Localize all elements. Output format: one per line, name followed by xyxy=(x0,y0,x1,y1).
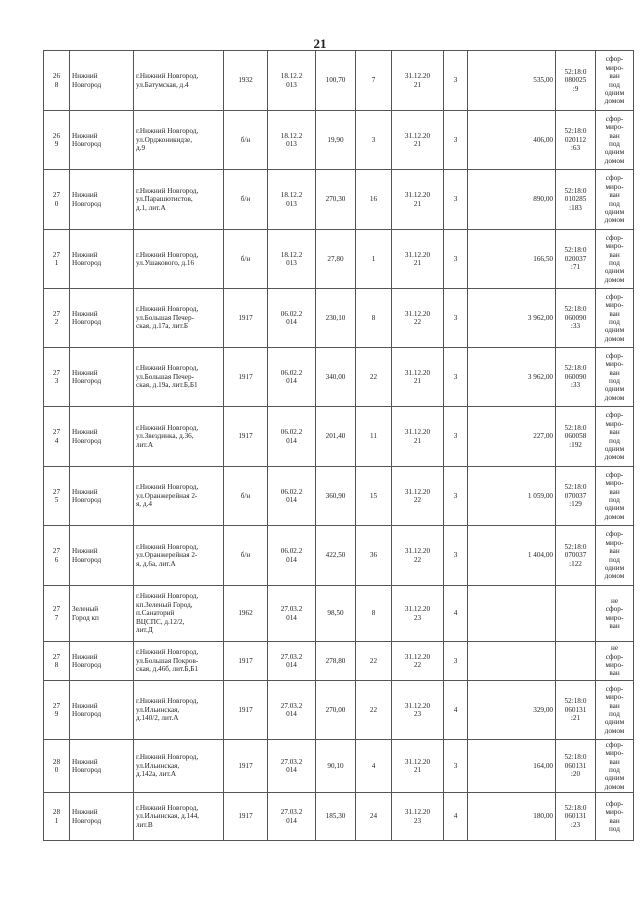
cadastral-number-cell: 52:18:0 060090 :33 xyxy=(556,289,596,348)
table-row xyxy=(44,348,634,407)
cost-cell: 3 962,00 xyxy=(468,348,556,407)
address-cell: г.Нижний Новгород, ул.Оранжерейная 2- я, д.4 xyxy=(134,467,224,526)
cadastral-number-cell: 52:18:0 070037 :129 xyxy=(556,467,596,526)
land-status-cell: сфор- миро- ван под одним домом xyxy=(596,526,634,586)
survey-date-cell: 27.03.2 014 xyxy=(268,642,316,681)
row-number: 27 4 xyxy=(44,407,70,467)
survey-date-cell: 06.02.2 014 xyxy=(268,407,316,467)
address-cell: г.Нижний Новгород, ул.Батумская, д.4 xyxy=(134,51,224,111)
municipality-cell: Нижний Новгород xyxy=(70,111,134,170)
survey-date-cell: 06.02.2 014 xyxy=(268,526,316,586)
cost-cell: 535,00 xyxy=(468,51,556,111)
area-cell: 422,50 xyxy=(316,526,356,586)
area-cell: 27,80 xyxy=(316,230,356,289)
row-number: 28 1 xyxy=(44,793,70,841)
cadastral-number-cell: 52:18:0 010285 :183 xyxy=(556,170,596,230)
category-cell: 3 xyxy=(444,51,468,111)
row-number: 27 8 xyxy=(44,642,70,681)
table-row xyxy=(44,740,634,793)
municipality-cell: Зеленый Город кп xyxy=(70,586,134,642)
municipality-cell: Нижний Новгород xyxy=(70,642,134,681)
cost-cell: 406,00 xyxy=(468,111,556,170)
address-cell: г.Нижний Новгород, ул.Звездинка, д.36, лит.А xyxy=(134,407,224,467)
category-cell: 3 xyxy=(444,407,468,467)
units-cell: 3 xyxy=(356,111,392,170)
row-number: 26 9 xyxy=(44,111,70,170)
survey-date-cell: 27.03.2 014 xyxy=(268,740,316,793)
cost-cell: 329,00 xyxy=(468,681,556,740)
area-cell: 19,90 xyxy=(316,111,356,170)
land-status-cell: сфор- миро- ван под одним домом xyxy=(596,740,634,793)
repair-date-cell: 31.12.20 23 xyxy=(392,793,444,841)
units-cell: 4 xyxy=(356,740,392,793)
year-cell: 1917 xyxy=(224,348,268,407)
table-row xyxy=(44,681,634,740)
area-cell: 340,00 xyxy=(316,348,356,407)
cadastral-number-cell: 52:18:0 060131 :20 xyxy=(556,740,596,793)
units-cell: 1 xyxy=(356,230,392,289)
municipality-cell: Нижний Новгород xyxy=(70,740,134,793)
municipality-cell: Нижний Новгород xyxy=(70,793,134,841)
survey-date-cell: 06.02.2 014 xyxy=(268,467,316,526)
table-body xyxy=(44,51,634,841)
year-cell: б/н xyxy=(224,526,268,586)
survey-date-cell: 18.12.2 013 xyxy=(268,51,316,111)
survey-date-cell: 06.02.2 014 xyxy=(268,289,316,348)
units-cell: 36 xyxy=(356,526,392,586)
table-row xyxy=(44,51,634,111)
table-row xyxy=(44,642,634,681)
cost-cell: 166,50 xyxy=(468,230,556,289)
repair-date-cell: 31.12.20 22 xyxy=(392,526,444,586)
table-row xyxy=(44,793,634,841)
units-cell: 11 xyxy=(356,407,392,467)
area-cell: 360,90 xyxy=(316,467,356,526)
table-row xyxy=(44,230,634,289)
table-row xyxy=(44,586,634,642)
repair-date-cell: 31.12.20 22 xyxy=(392,289,444,348)
table-row xyxy=(44,170,634,230)
table-row xyxy=(44,289,634,348)
survey-date-cell: 27.03.2 014 xyxy=(268,586,316,642)
row-number: 27 6 xyxy=(44,526,70,586)
address-cell: г.Нижний Новгород, ул.Ильинская, д.144, лит.В xyxy=(134,793,224,841)
category-cell: 4 xyxy=(444,586,468,642)
survey-date-cell: 27.03.2 014 xyxy=(268,793,316,841)
land-status-cell: сфор- миро- ван под одним домом xyxy=(596,111,634,170)
year-cell: б/н xyxy=(224,467,268,526)
year-cell: 1917 xyxy=(224,407,268,467)
repair-date-cell: 31.12.20 21 xyxy=(392,407,444,467)
units-cell: 15 xyxy=(356,467,392,526)
address-cell: г.Нижний Новгород, ул.Ушакового, д.16 xyxy=(134,230,224,289)
year-cell: 1917 xyxy=(224,793,268,841)
repair-date-cell: 31.12.20 21 xyxy=(392,230,444,289)
table-row xyxy=(44,526,634,586)
cadastral-number-cell: 52:18:0 020037 :71 xyxy=(556,230,596,289)
area-cell: 270,00 xyxy=(316,681,356,740)
category-cell: 3 xyxy=(444,642,468,681)
cost-cell: 1 059,00 xyxy=(468,467,556,526)
address-cell: г.Нижний Новгород, ул.Большая Печер- ская, д.19а, лит.Б,Б1 xyxy=(134,348,224,407)
category-cell: 3 xyxy=(444,467,468,526)
row-number: 27 3 xyxy=(44,348,70,407)
municipality-cell: Нижний Новгород xyxy=(70,51,134,111)
row-number: 28 0 xyxy=(44,740,70,793)
municipality-cell: Нижний Новгород xyxy=(70,230,134,289)
land-status-cell: не сфор- миро- ван xyxy=(596,642,634,681)
land-status-cell: сфор- миро- ван под xyxy=(596,793,634,841)
category-cell: 3 xyxy=(444,348,468,407)
year-cell: 1917 xyxy=(224,642,268,681)
row-number: 27 0 xyxy=(44,170,70,230)
land-status-cell: не сфор- миро- ван xyxy=(596,586,634,642)
address-cell: г.Нижний Новгород, ул.Оранжерейная 2- я, д.6а, лит.А xyxy=(134,526,224,586)
cadastral-number-cell: 52:18:0 060090 :33 xyxy=(556,348,596,407)
land-status-cell: сфор- миро- ван под одним домом xyxy=(596,289,634,348)
survey-date-cell: 06.02.2 014 xyxy=(268,348,316,407)
housing-registry-table xyxy=(43,50,634,841)
table-row xyxy=(44,407,634,467)
area-cell: 278,80 xyxy=(316,642,356,681)
repair-date-cell: 31.12.20 23 xyxy=(392,681,444,740)
page-number: 21 xyxy=(313,36,327,51)
survey-date-cell: 18.12.2 013 xyxy=(268,111,316,170)
area-cell: 230,10 xyxy=(316,289,356,348)
cadastral-number-cell xyxy=(556,642,596,681)
cost-cell: 180,00 xyxy=(468,793,556,841)
survey-date-cell: 27.03.2 014 xyxy=(268,681,316,740)
area-cell: 98,50 xyxy=(316,586,356,642)
row-number: 27 1 xyxy=(44,230,70,289)
cadastral-number-cell: 52:18:0 060058 :192 xyxy=(556,407,596,467)
area-cell: 100,70 xyxy=(316,51,356,111)
area-cell: 90,10 xyxy=(316,740,356,793)
area-cell: 270,30 xyxy=(316,170,356,230)
year-cell: б/н xyxy=(224,230,268,289)
address-cell: г.Нижний Новгород, ул.Большая Печер- ская, д.17а, лит.Б xyxy=(134,289,224,348)
address-cell: г.Нижний Новгород, ул.Ильинская, д.140/2, лит.А xyxy=(134,681,224,740)
repair-date-cell: 31.12.20 21 xyxy=(392,348,444,407)
row-number: 26 8 xyxy=(44,51,70,111)
municipality-cell: Нижний Новгород xyxy=(70,467,134,526)
year-cell: 1932 xyxy=(224,51,268,111)
category-cell: 3 xyxy=(444,230,468,289)
units-cell: 8 xyxy=(356,586,392,642)
units-cell: 16 xyxy=(356,170,392,230)
area-cell: 201,40 xyxy=(316,407,356,467)
land-status-cell: сфор- миро- ван под одним домом xyxy=(596,681,634,740)
table-row xyxy=(44,111,634,170)
municipality-cell: Нижний Новгород xyxy=(70,407,134,467)
cadastral-number-cell xyxy=(556,586,596,642)
land-status-cell: сфор- миро- ван под одним домом xyxy=(596,170,634,230)
row-number: 27 9 xyxy=(44,681,70,740)
table-row xyxy=(44,467,634,526)
units-cell: 8 xyxy=(356,289,392,348)
category-cell: 3 xyxy=(444,111,468,170)
row-number: 27 5 xyxy=(44,467,70,526)
cost-cell: 1 404,00 xyxy=(468,526,556,586)
survey-date-cell: 18.12.2 013 xyxy=(268,230,316,289)
category-cell: 3 xyxy=(444,740,468,793)
cost-cell: 3 962,00 xyxy=(468,289,556,348)
address-cell: г.Нижний Новгород, ул.Большая Покров- ская, д.46б, лит.Б,Б1 xyxy=(134,642,224,681)
year-cell: 1917 xyxy=(224,681,268,740)
municipality-cell: Нижний Новгород xyxy=(70,289,134,348)
row-number: 27 2 xyxy=(44,289,70,348)
land-status-cell: сфор- миро- ван под одним домом xyxy=(596,230,634,289)
units-cell: 22 xyxy=(356,348,392,407)
category-cell: 4 xyxy=(444,681,468,740)
municipality-cell: Нижний Новгород xyxy=(70,170,134,230)
cadastral-number-cell: 52:18:0 060131 :23 xyxy=(556,793,596,841)
repair-date-cell: 31.12.20 21 xyxy=(392,51,444,111)
cost-cell: 164,00 xyxy=(468,740,556,793)
repair-date-cell: 31.12.20 21 xyxy=(392,170,444,230)
address-cell: г.Нижний Новгород, ул.Ильинская, д.142а, лит.А xyxy=(134,740,224,793)
units-cell: 22 xyxy=(356,681,392,740)
repair-date-cell: 31.12.20 22 xyxy=(392,642,444,681)
category-cell: 4 xyxy=(444,793,468,841)
repair-date-cell: 31.12.20 21 xyxy=(392,111,444,170)
area-cell: 185,30 xyxy=(316,793,356,841)
year-cell: 1917 xyxy=(224,740,268,793)
land-status-cell: сфор- миро- ван под одним домом xyxy=(596,51,634,111)
cost-cell: 227,00 xyxy=(468,407,556,467)
municipality-cell: Нижний Новгород xyxy=(70,526,134,586)
category-cell: 3 xyxy=(444,289,468,348)
repair-date-cell: 31.12.20 23 xyxy=(392,586,444,642)
year-cell: 1917 xyxy=(224,289,268,348)
repair-date-cell: 31.12.20 21 xyxy=(392,740,444,793)
year-cell: б/н xyxy=(224,170,268,230)
units-cell: 22 xyxy=(356,642,392,681)
cadastral-number-cell: 52:18:0 070037 :122 xyxy=(556,526,596,586)
address-cell: г.Нижний Новгород, ул.Парашютистов, д.1, лит.А xyxy=(134,170,224,230)
category-cell: 3 xyxy=(444,170,468,230)
year-cell: 1962 xyxy=(224,586,268,642)
survey-date-cell: 18.12.2 013 xyxy=(268,170,316,230)
cadastral-number-cell: 52:18:0 060131 :21 xyxy=(556,681,596,740)
cadastral-number-cell: 52:18:0 020112 :63 xyxy=(556,111,596,170)
row-number: 27 7 xyxy=(44,586,70,642)
cost-cell xyxy=(468,586,556,642)
cadastral-number-cell: 52:18:0 080025 :9 xyxy=(556,51,596,111)
municipality-cell: Нижний Новгород xyxy=(70,348,134,407)
cost-cell: 890,00 xyxy=(468,170,556,230)
land-status-cell: сфор- миро- ван под одним домом xyxy=(596,348,634,407)
units-cell: 24 xyxy=(356,793,392,841)
cost-cell xyxy=(468,642,556,681)
units-cell: 7 xyxy=(356,51,392,111)
repair-date-cell: 31.12.20 22 xyxy=(392,467,444,526)
address-cell: г.Нижний Новгород, ул.Орджоникидзе, д.9 xyxy=(134,111,224,170)
year-cell: б/н xyxy=(224,111,268,170)
land-status-cell: сфор- миро- ван под одним домом xyxy=(596,467,634,526)
address-cell: г.Нижний Новгород, кп.Зеленый Город, п.Санаторий ВЦСПС, д.12/2, лит.Д xyxy=(134,586,224,642)
municipality-cell: Нижний Новгород xyxy=(70,681,134,740)
category-cell: 3 xyxy=(444,526,468,586)
land-status-cell: сфор- миро- ван под одним домом xyxy=(596,407,634,467)
